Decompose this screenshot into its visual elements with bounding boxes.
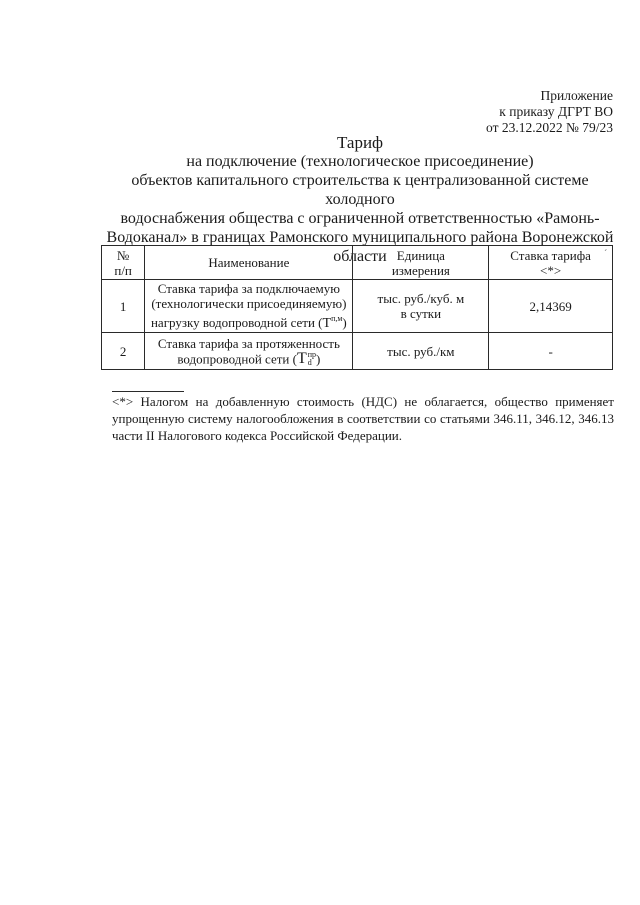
row-name-line-2-text: водопроводной сети ( — [177, 351, 297, 366]
row-unit-line-2: в сутки — [400, 306, 442, 321]
tariff-symbol-base: Т — [322, 316, 332, 331]
row-name-close: ) — [342, 315, 347, 330]
header-name: Наименование — [145, 246, 353, 280]
title-main: Тариф — [336, 133, 384, 152]
table-row — [102, 280, 613, 333]
header-rate — [489, 246, 613, 280]
tariff-symbol-subscript: d — [307, 357, 312, 367]
header-num-line-2: п/п — [114, 262, 132, 278]
row-unit: тыс. руб./км — [353, 333, 489, 370]
table-row — [102, 333, 613, 370]
row-rate: - — [489, 333, 613, 370]
header-num-line-1: № — [116, 247, 130, 263]
header-rate-line-2: <*> — [540, 262, 562, 278]
row-name-line-3 — [148, 311, 349, 331]
footnote-text: <*> Налогом на добавленную стоимость (НДС) не облагается, общество применяет упрощенную систему налогообложения в соответствии со статьями 346.11, 346.12, 346.13 части II Налогового кодекса Российской Федерации. — [112, 394, 614, 443]
title-line-4: Водоканал» в границах Рамонского муниципального района Воронежской — [106, 229, 614, 246]
appendix-header — [486, 88, 613, 136]
tariff-symbol — [297, 351, 316, 367]
row-name-close: ) — [316, 351, 321, 366]
appendix-line-1: Приложение — [540, 88, 613, 103]
header-unit-line-2: измерения — [391, 262, 450, 278]
tariff-symbol-base: Т — [296, 350, 307, 367]
row-name — [145, 333, 353, 370]
row-name-line-3-text: нагрузку водопроводной сети ( — [150, 315, 323, 330]
row-name-line-2 — [148, 351, 349, 367]
header-num — [102, 246, 145, 280]
appendix-line-2: к приказу ДГРТ ВО — [499, 104, 613, 119]
header-rate-line-1: Ставка тарифа — [510, 247, 591, 263]
header-unit — [353, 246, 489, 280]
tariff-symbol — [323, 311, 343, 331]
tariff-symbol-superscript: п,м — [331, 314, 343, 323]
title-line-1: на подключение (технологическое присоединение) — [186, 153, 534, 170]
row-name — [145, 280, 353, 333]
scan-mark: ˊ — [604, 249, 608, 260]
appendix-line-3: от 23.12.2022 № 79/23 — [486, 120, 613, 135]
row-name-line-1: Ставка тарифа за протяженность — [157, 335, 340, 351]
title-line-5: области — [333, 248, 387, 265]
row-name-line-1: Ставка тарифа за подключаемую — [157, 281, 340, 296]
tariff-symbol-indices — [308, 351, 316, 367]
row-num: 2 — [102, 333, 145, 370]
header-unit-line-1: Единица — [396, 247, 445, 263]
title-line-2: объектов капитального строительства к централизованной системе холодного — [131, 172, 589, 208]
table-header-row — [102, 246, 613, 280]
row-name-line-2: (технологически присоединяемую) — [151, 296, 347, 311]
footnote-divider — [112, 391, 184, 392]
title-line-3: водоснабжения общества с ограниченной ответственностью «Рамонь- — [120, 210, 600, 227]
row-unit-line-1: тыс. руб./куб. м — [377, 291, 465, 306]
tariff-table — [101, 245, 613, 370]
row-rate: 2,14369 — [489, 280, 613, 333]
row-unit — [353, 280, 489, 333]
row-num: 1 — [102, 280, 145, 333]
tariff-symbol-superscript: пр — [307, 349, 317, 359]
